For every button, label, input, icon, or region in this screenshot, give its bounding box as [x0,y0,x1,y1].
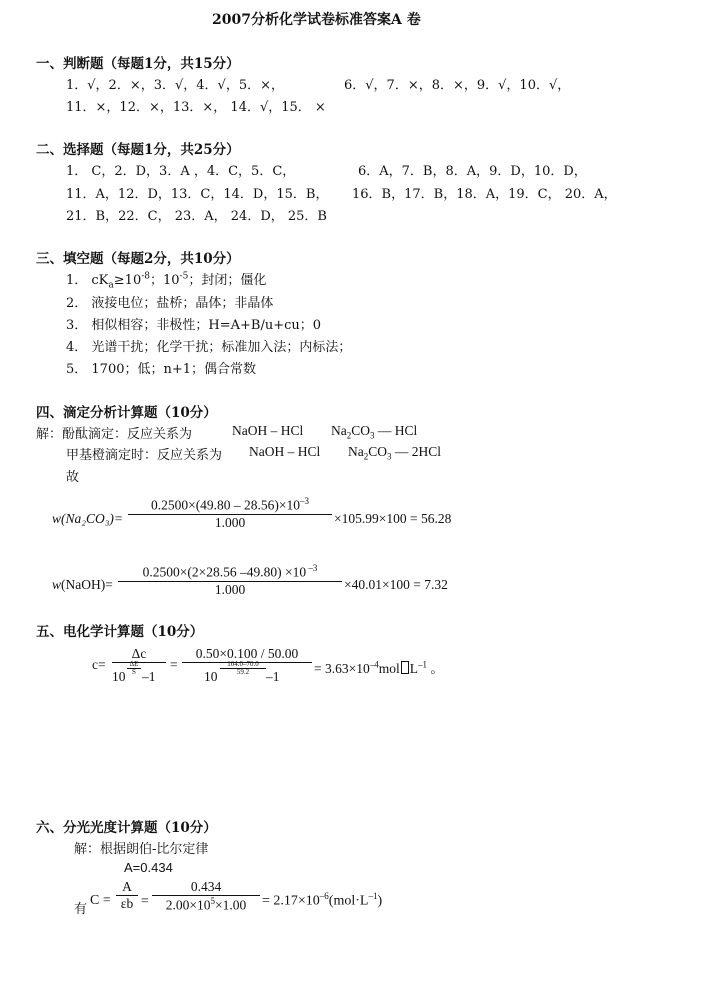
s5-f2-denominator: 10 104.0–70.0 59.2 –1 [204,660,280,684]
s5-fraction-2: 0.50×0.100 / 50.00 10 104.0–70.0 59.2 –1 [182,646,312,687]
s3-line-2: 2． 液接电位；盐桥；晶体；非晶体 [66,296,274,311]
s3-line-4: 4． 光谱干扰；化学干扰；标准加入法；内标法； [66,340,352,355]
s1-line-1: 1．√，2．×，3．√，4．√，5．×， [66,78,284,93]
s4-line-2b: NaOH – HCl [249,444,321,459]
s6-result: = $2.17\times 10^{-6}(mol\cdot L^{-1})$ [262,891,383,909]
s6-equals: = [141,893,149,908]
s2-line-2: 11．A，12．D，13．C，14．D，15．B， [66,187,329,202]
f2-lhs: w(NaOH)= [52,577,113,592]
s3-line-3: 3． 相似相容；非极性；H=A+B/u+cu；0 [66,318,322,333]
s3-line-5: 5． 1700；低；n+1；偶合常数 [66,362,257,377]
f2-numerator: 0.2500×(2×28.56 –49.80) ×10 $^{-3}$ [142,563,318,580]
s5-f1-denominator: 10 ΔE S –1 [112,660,156,684]
s4-line-2a: 甲基橙滴定时：反应关系为 [66,448,223,463]
s6-fraction-2: 0.434 $2.00\times 10^5\times 1.00$ [152,879,260,914]
s2-line-2b: 16．B，17．B，18．A，19．C， 20．A， [352,187,617,202]
s2-line-3: 21．B，22．C， 23．A， 24．D， 25．B [66,209,327,224]
s5-fraction-1: Δc 10 ΔE S –1 [112,646,166,687]
s5-lhs: c= [92,657,106,672]
f2-rhs: ×40.01×100 = 7.32 [344,577,448,592]
s5-result: = $3.63\times 10^{-4}mol$ $L^{-1}$ 。 [314,659,444,676]
s3-line-1: 1． $cK_a\ge 10^{-8}$；$10^{-5}$；封闭；僵化 [66,271,267,291]
s6-c-eq: C = [90,893,111,908]
f1-rhs: ×105.99×100 = 56.28 [334,511,452,526]
s1-line-2: 11．×，12．×，13．×， 14．√，15． × [66,100,326,115]
s4-line-1c: $Na_2CO_3$ — HCl [331,423,418,441]
f2-denominator: 1.000 [214,581,246,597]
section-2-heading: 二、选择题（每题1分，共25分） [36,142,240,158]
s6-line-1: 解：根据朗伯-比尔定律 [74,842,209,857]
f1-denominator: 1.000 [214,514,246,530]
s6-fraction-1: A εb [116,879,138,912]
f2-fraction [118,563,342,598]
f1-lhs: w(Na₂CO₃)= [52,511,124,526]
page-title: 2007分析化学试卷标准答案A 卷 [212,12,421,28]
section-6-heading: 六、分光光度计算题（10分） [36,820,217,836]
s2-line-1b: 6．A，7．B，8．A，9．D，10．D， [358,164,587,179]
s4-line-1b: NaOH – HCl [232,423,304,438]
s6-line-2: A=0.434 [124,860,173,875]
s2-line-1: 1． C，2．D，3．A ，4．C，5．C， [66,164,296,179]
section-4-heading: 四、滴定分析计算题（10分） [36,405,217,421]
section-1-heading: 一、判断题（每题1分，共15分） [36,56,240,72]
s4-line-1a: 解：酚酞滴定：反应关系为 [36,427,193,442]
s5-equals: = [170,657,178,672]
f1-fraction [128,496,332,531]
section-5-heading: 五、电化学计算题（10分） [36,624,204,640]
s1-line-1b: 6．√，7．×，8．×，9．√，10．√， [344,78,571,93]
s4-line-2c: $Na_2CO_3$ — 2HCl [348,444,442,462]
s4-line-3: 故 [66,470,80,485]
s6-you: 有 [74,902,88,917]
f1-numerator: $0.2500\times(49.80 - 28.56)\times 10^{-3}$ [150,496,310,513]
section-3-heading: 三、填空题（每题2分，共10分） [36,251,240,267]
